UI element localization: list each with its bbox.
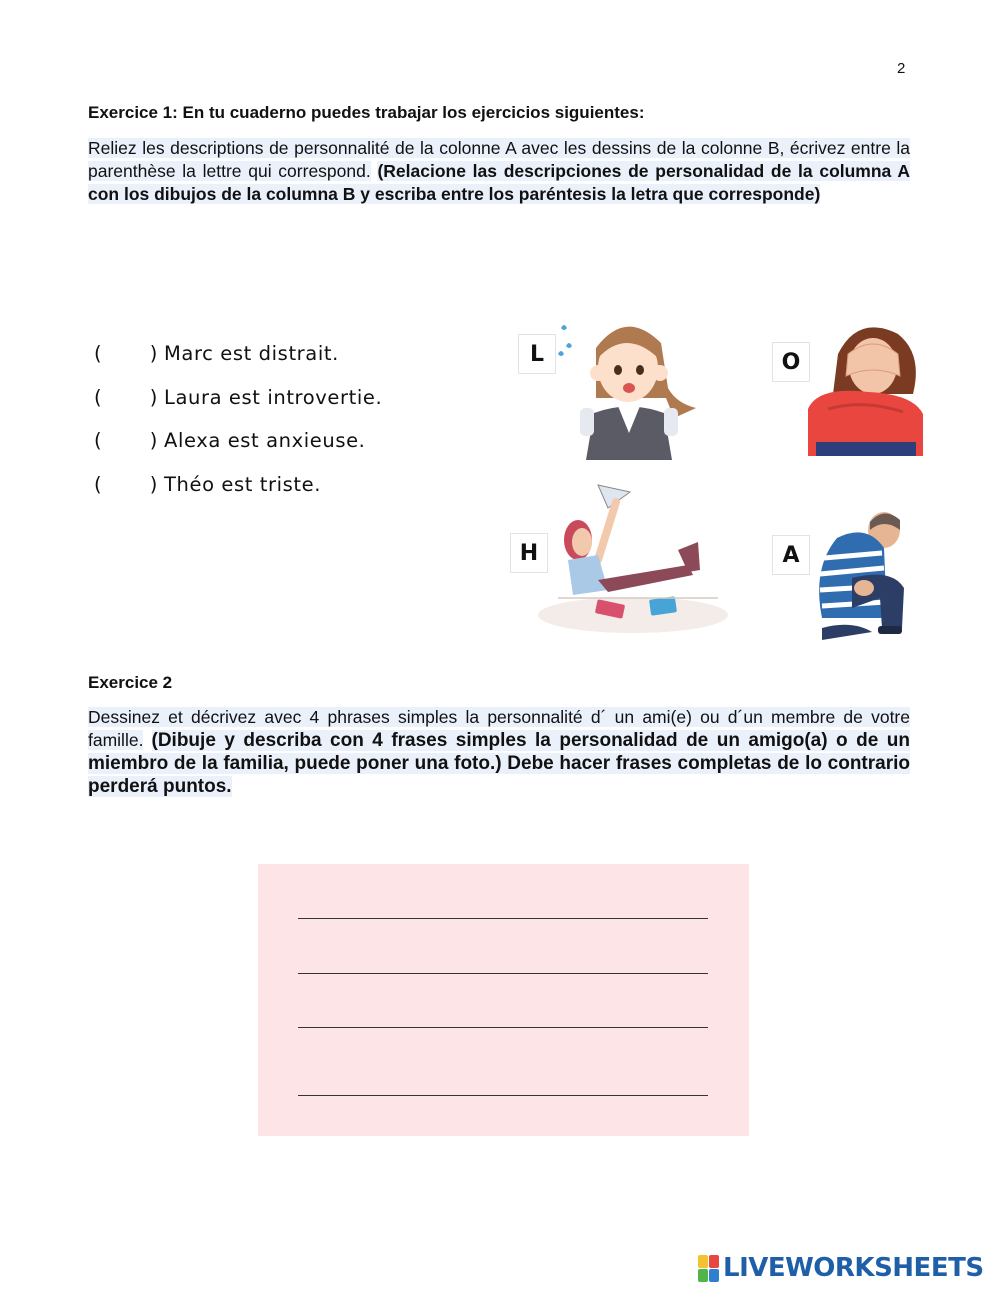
answer-line[interactable]	[298, 973, 708, 974]
exercise1-instruction-es: (Relacione las descripciones de personalidad de la columna A con los dibujos de la columna B y escriba entre los paréntesis la letra que corresponde)	[88, 161, 910, 204]
answer-line[interactable]	[298, 918, 708, 919]
liveworksheets-brand	[698, 1253, 984, 1283]
sad-man-sitting-illustration	[812, 508, 916, 640]
description-item	[94, 463, 382, 507]
answer-parentheses[interactable]: ( )	[94, 385, 158, 409]
picture-letter-a: A	[772, 535, 810, 575]
distracted-student-illustration	[538, 480, 728, 635]
answer-parentheses[interactable]: ( )	[94, 429, 158, 453]
description-text: Marc est distrait.	[164, 342, 339, 366]
description-text: Laura est introvertie.	[164, 385, 383, 409]
exercise2-instruction-es: (Dibuje y describa con 4 frases simples la personalidad de un amigo(a) o de un miembro de la familia, puede poner una foto.) Debe hacer frases completas de lo contrario perderá puntos.	[88, 730, 910, 797]
picture-letter-o: O	[772, 342, 810, 382]
liveworksheets-logo-icon	[698, 1255, 719, 1282]
exercise1-title: Exercice 1: En tu cuaderno puedes trabajar los ejercicios siguientes:	[88, 103, 645, 122]
answer-box[interactable]	[258, 864, 749, 1136]
exercise2-title: Exercice 2	[88, 673, 173, 692]
answer-line[interactable]	[298, 1027, 708, 1028]
brand-name: LIVEWORKSHEETS	[723, 1253, 984, 1283]
exercise2-instructions	[88, 706, 910, 798]
exercise1-instructions	[88, 137, 910, 206]
picture-letter-l: L	[518, 334, 556, 374]
description-item	[94, 376, 382, 420]
description-item	[94, 332, 382, 376]
shy-woman-covering-face-illustration	[808, 314, 928, 456]
answer-parentheses[interactable]: ( )	[94, 342, 158, 366]
exercise1-instruction-fr: Reliez les descriptions de personnalité de la colonne A avec les dessins de la colonne B, écrivez entre la parenthèse la lettre qui correspond.	[88, 138, 910, 181]
exercise2-instruction-fr: Dessinez et décrivez avec 4 phrases simples la personnalité d´ un ami(e) ou d´un membre de votre famille.	[88, 707, 910, 750]
worried-girl-illustration	[556, 308, 706, 460]
answer-parentheses[interactable]: ( )	[94, 472, 158, 496]
answer-line[interactable]	[298, 1095, 708, 1096]
description-list	[94, 332, 382, 506]
description-text: Alexa est anxieuse.	[164, 429, 366, 453]
description-text: Théo est triste.	[164, 472, 322, 496]
page-number: 2	[897, 60, 906, 77]
picture-letter-h: H	[510, 533, 548, 573]
description-item	[94, 419, 382, 463]
